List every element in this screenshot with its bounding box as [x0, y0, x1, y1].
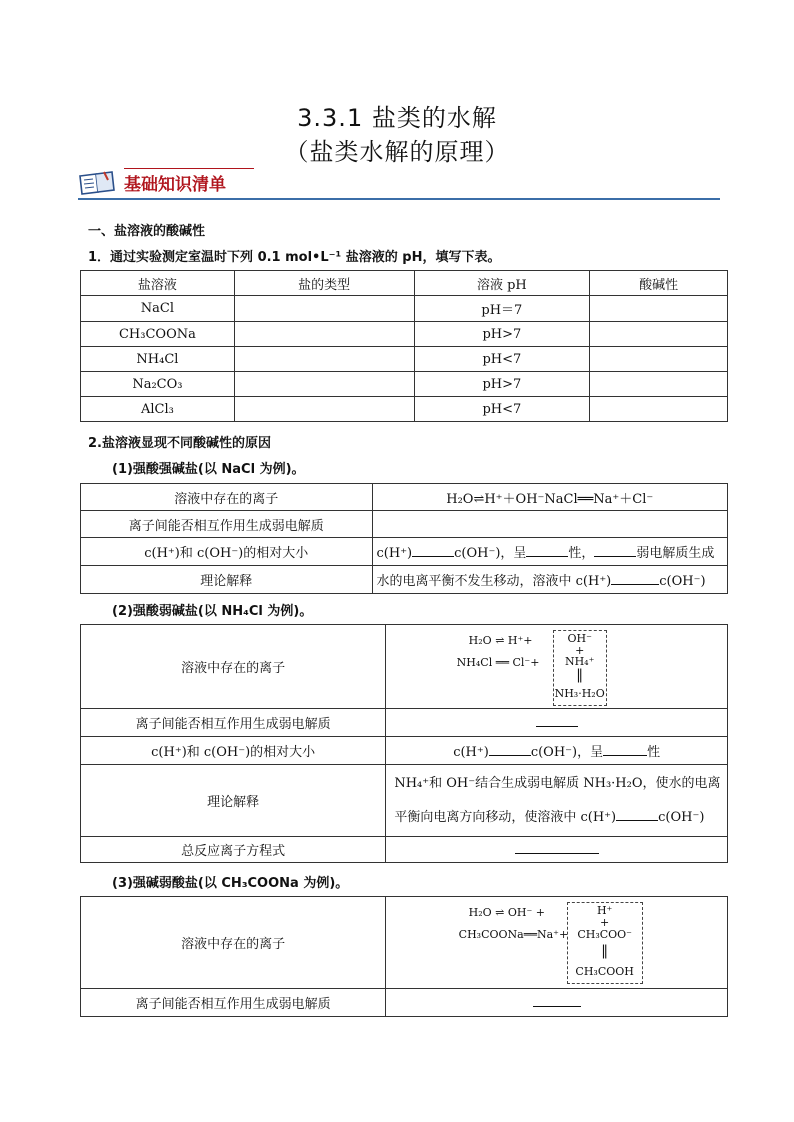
ion-diagram — [457, 628, 657, 706]
plus-sign: + — [600, 915, 610, 929]
equation-salt: CH₃COONa══Na⁺+ — [458, 927, 569, 941]
table-header: 盐溶液 — [81, 271, 235, 296]
table-row — [81, 484, 728, 511]
acidity-cell — [590, 347, 728, 372]
answer-blank[interactable] — [489, 743, 531, 756]
book-icon — [78, 170, 118, 196]
row-label: 理论解释 — [81, 566, 373, 594]
ph-cell: pH＝7 — [414, 296, 590, 322]
banner-label: 基础知识清单 — [124, 175, 226, 195]
type-cell — [234, 322, 414, 347]
answer-blank[interactable] — [611, 572, 659, 585]
salt-cell: CH₃COONa — [81, 322, 235, 347]
table-row — [81, 709, 728, 737]
answer-blank[interactable] — [536, 714, 578, 727]
row-label: 总反应离子方程式 — [81, 837, 386, 863]
row-content — [386, 709, 728, 737]
part1-heading: (1)强酸强碱盐(以 NaCl 为例)。 — [112, 462, 305, 477]
ion-diagram — [459, 900, 655, 986]
table-row — [81, 296, 728, 322]
table-row — [81, 625, 728, 709]
type-cell — [234, 347, 414, 372]
answer-blank[interactable] — [603, 743, 647, 756]
ph-cell: pH<7 — [414, 347, 590, 372]
row-content: NH₄⁺和 OH⁻结合生成弱电解质 NH₃·H₂O，使水的电离 平衡向电离方向移动，使溶液中 c(H⁺) c(OH⁻) — [386, 765, 728, 837]
equation-salt: NH₄Cl ══ Cl⁻+ — [456, 655, 540, 669]
product-label: NH₃·H₂O — [554, 686, 605, 700]
acidity-cell — [590, 397, 728, 422]
reaction-arrow: ‖ — [601, 942, 609, 959]
salt-cell: AlCl₃ — [81, 397, 235, 422]
salt-cell: Na₂CO₃ — [81, 372, 235, 397]
type-cell — [234, 372, 414, 397]
product-label: CH₃COOH — [575, 964, 634, 978]
answer-blank[interactable] — [526, 544, 568, 557]
row-label: 溶液中存在的离子 — [81, 484, 373, 511]
section2-heading: 2.盐溶液显现不同酸碱性的原因 — [88, 436, 271, 451]
salt-cell: NaCl — [81, 296, 235, 322]
row-label: c(H⁺)和 c(OH⁻)的相对大小 — [81, 737, 386, 765]
row-content: c(H⁺) c(OH⁻)，呈 性， 弱电解质生成 — [372, 538, 728, 566]
answer-blank[interactable] — [594, 544, 636, 557]
acidity-cell — [590, 322, 728, 347]
answer-blank[interactable] — [412, 544, 454, 557]
equation-water: H₂O ⇌ H⁺+ — [468, 633, 533, 647]
row-label: 溶液中存在的离子 — [81, 625, 386, 709]
reaction-box — [553, 630, 607, 706]
table-row — [81, 347, 728, 372]
plus-sign: + — [575, 643, 585, 657]
section-banner — [78, 168, 720, 202]
table-row — [81, 765, 728, 837]
answer-blank[interactable] — [616, 808, 658, 821]
page-title: 3.3.1 盐类的水解 — [297, 104, 497, 132]
row-content — [386, 989, 728, 1017]
ion-diagram-cell — [386, 897, 728, 989]
ch3coona-table — [80, 896, 728, 1017]
row-label: 离子间能否相互作用生成弱电解质 — [81, 709, 386, 737]
table-row — [81, 897, 728, 989]
ion-diagram-cell — [386, 625, 728, 709]
page-subtitle: （盐类水解的原理） — [284, 138, 510, 166]
equation-water: H₂O ⇌ OH⁻ + — [468, 905, 546, 919]
acidity-cell — [590, 296, 728, 322]
reaction-arrow: ‖ — [576, 666, 584, 683]
table-row — [81, 372, 728, 397]
part2-heading: (2)强酸弱碱盐(以 NH₄Cl 为例)。 — [112, 604, 313, 619]
ph-cell: pH>7 — [414, 322, 590, 347]
type-cell — [234, 397, 414, 422]
ion-label: NH₄⁺ — [564, 654, 595, 668]
row-content: H₂O⇌H⁺＋OH⁻NaCl══Na⁺＋Cl⁻ — [372, 484, 728, 511]
banner-underline — [124, 168, 254, 169]
row-content — [386, 837, 728, 863]
reaction-box — [567, 902, 643, 984]
table-row — [81, 837, 728, 863]
nh4cl-table — [80, 624, 728, 863]
section1-heading: 一、盐溶液的酸碱性 — [88, 224, 206, 239]
acidity-cell — [590, 372, 728, 397]
part3-heading: (3)强碱弱酸盐(以 CH₃COONa 为例)。 — [112, 876, 349, 891]
row-label: 离子间能否相互作用生成弱电解质 — [81, 989, 386, 1017]
table-row — [81, 322, 728, 347]
answer-blank[interactable] — [515, 841, 599, 854]
ion-label: CH₃COO⁻ — [577, 927, 632, 941]
ph-cell: pH<7 — [414, 397, 590, 422]
table-row — [81, 511, 728, 538]
ph-cell: pH>7 — [414, 372, 590, 397]
salt-cell: NH₄Cl — [81, 347, 235, 372]
table-row — [81, 538, 728, 566]
table-header-row — [81, 271, 728, 296]
ph-table — [80, 270, 728, 422]
table-row — [81, 566, 728, 594]
row-label: 溶液中存在的离子 — [81, 897, 386, 989]
type-cell — [234, 296, 414, 322]
nacl-table — [80, 483, 728, 594]
table-row — [81, 397, 728, 422]
row-label: 理论解释 — [81, 765, 386, 837]
row-content: c(H⁺) c(OH⁻)，呈 性 — [386, 737, 728, 765]
ion-label: H⁺ — [596, 903, 613, 917]
row-content — [372, 511, 728, 538]
table-header: 盐的类型 — [234, 271, 414, 296]
row-label: 离子间能否相互作用生成弱电解质 — [81, 511, 373, 538]
table-row — [81, 989, 728, 1017]
banner-rule — [78, 198, 720, 200]
row-label: c(H⁺)和 c(OH⁻)的相对大小 — [81, 538, 373, 566]
table-header: 酸碱性 — [590, 271, 728, 296]
answer-blank[interactable] — [533, 994, 581, 1007]
row-content: 水的电离平衡不发生移动，溶液中 c(H⁺) c(OH⁻) — [372, 566, 728, 594]
q1-text: 1．通过实验测定室温时下列 0.1 mol•L⁻¹ 盐溶液的 pH，填写下表。 — [88, 250, 501, 265]
table-header: 溶液 pH — [414, 271, 590, 296]
table-row — [81, 737, 728, 765]
ion-label: OH⁻ — [567, 631, 592, 645]
